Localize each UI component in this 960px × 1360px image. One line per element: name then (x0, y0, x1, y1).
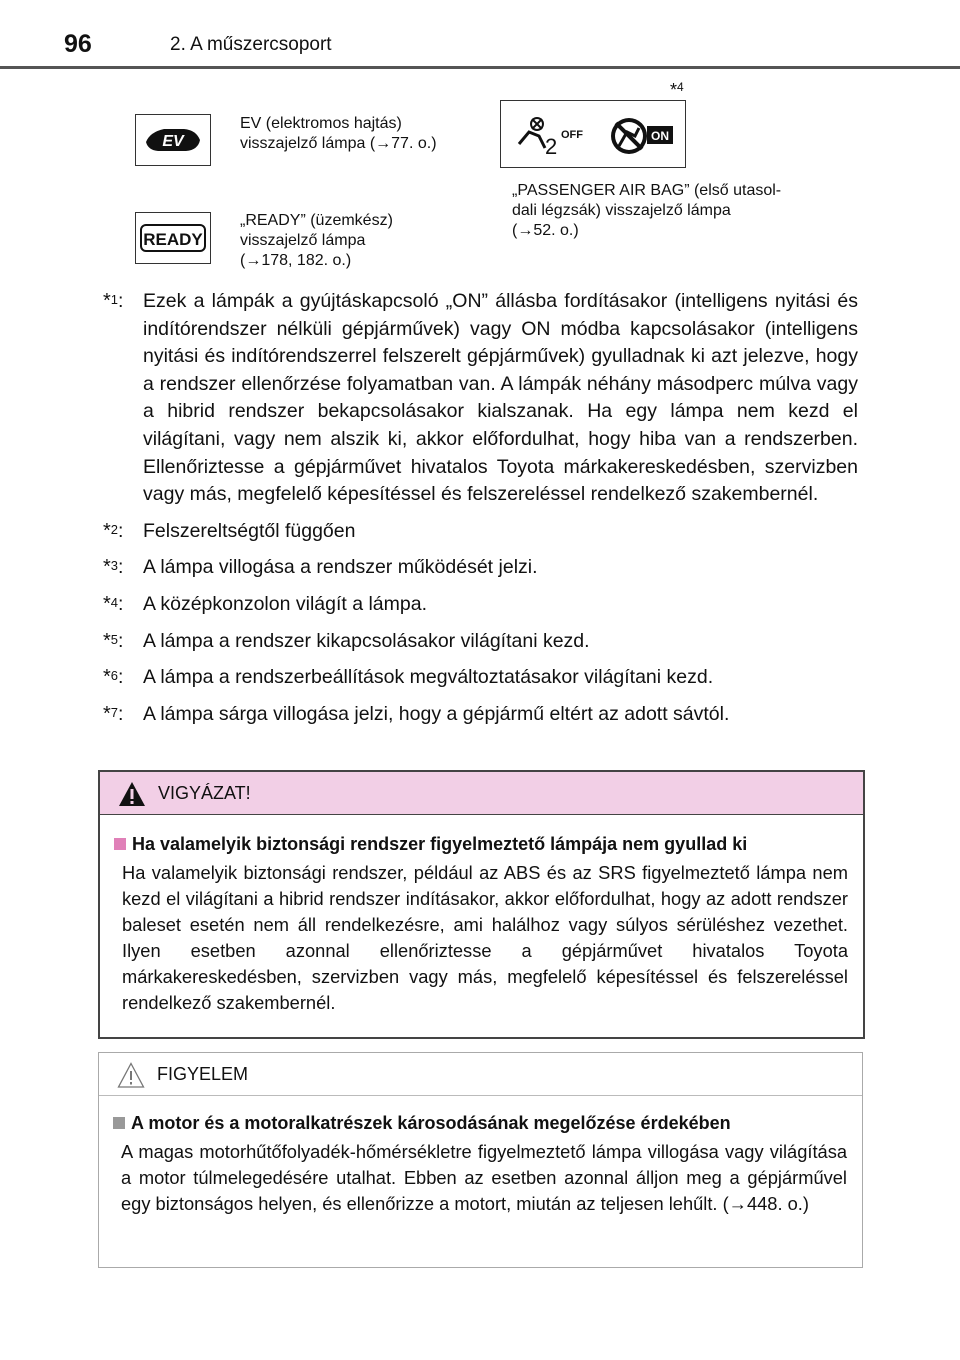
notice-heading: A motor és a motoralkatrészek károsodásának megelőzése érdekében (113, 1113, 731, 1134)
airbag-on-label: ON (651, 129, 669, 143)
ev-indicator-icon (135, 114, 211, 166)
notice-triangle-icon (117, 1062, 145, 1088)
notice-header (99, 1053, 862, 1096)
airbag-off-icon (519, 118, 583, 159)
svg-text:2: 2 (545, 134, 558, 159)
airbag-off-label: OFF (561, 129, 583, 141)
ready-description: „READY” (üzemkész) visszajelző lámpa (→178, 182. o.) (240, 212, 393, 269)
footnote-5: *$^5$: A lámpa a rendszer kikapcsolásakor világítani kezd. (103, 629, 590, 652)
notice-body: A magas motorhűtőfolyadék-hőmérsékletre figyelmeztető lámpa villogása vagy világítása a motor túlmelegedésére utalhat. Ebben az esetben azonnal álljon meg a gépjárművel egy biztonságos helyen, és ellenőrizze a motort, miután az teljesen lehűlt. (→448. o.) (121, 1141, 847, 1214)
ready-icon-label: READY (143, 230, 203, 249)
ev-description: EV (elektromos hajtás) visszajelző lámpa (→77. o.) (240, 115, 437, 152)
header-rule (0, 66, 960, 69)
caution-box (98, 770, 865, 1039)
footnote-2: *$^2$: Felszereltségtől függően (103, 519, 356, 542)
caution-heading: Ha valamelyik biztonsági rendszer figyelmeztető lámpája nem gyullad ki (114, 834, 747, 855)
airbag-description: „PASSENGER AIR BAG” (első utasol- dali légzsák) visszajelző lámpa (→52. o.) (512, 182, 782, 239)
airbag-footnote-marker: *$^4$ (670, 80, 684, 100)
notice-title: FIGYELEM (157, 1064, 249, 1084)
notice-box (98, 1052, 863, 1268)
airbag-on-icon (611, 118, 673, 154)
footnotes (98, 288, 858, 737)
ev-icon-label: EV (162, 133, 184, 150)
footnote-7: *$^7$: A lámpa sárga villogása jelzi, hogy a gépjármű eltért az adott sávtól. (103, 702, 730, 725)
bullet-square-icon (113, 1117, 125, 1129)
page-number: 96 (64, 30, 92, 58)
ready-indicator-icon (135, 212, 211, 264)
caution-header (100, 772, 863, 815)
footnote-6: *$^6$: A lámpa a rendszerbeállítások megváltoztatásakor világítani kezd. (103, 666, 714, 689)
passenger-airbag-indicator-icon (500, 100, 686, 168)
section-title: 2. A műszercsoport (170, 34, 332, 55)
footnote-1: *$^1$: Ezek a lámpák a gyújtáskapcsoló „ON” állásba fordításakor (intelligens nyitási és indítórendszer nélküli gépjárművek) vagy ON módba kapcsolásakor (intelligens nyitási és indítórendszerrel felszerelt gépjárművek) gyulladnak ki azt jelezve, hogy a rendszer ellenőrzése folyamatban van. A lámpák néhány másodperc múlva vagy a hibrid rendszer bekapcsolásakor kialszanak. Ha egy lámpa nem kezd el világítani, vagy nem alszik ki, akkor előfordulhat, hogy hiba van a rendszerben. Ellenőriztesse a gépjárművet hivatalos Toyota márkakereskedésben, szervizben vagy más, megfelelő képesítéssel és felszereléssel rendelkező szakembernél. (103, 290, 858, 506)
footnote-3: *$^3$: A lámpa villogása a rendszer működését jelzi. (103, 556, 538, 579)
caution-title: VIGYÁZAT! (158, 783, 251, 803)
footnote-4: *$^4$: A középkonzolon világít a lámpa. (103, 592, 428, 615)
warning-triangle-icon (118, 781, 146, 807)
caution-body: Ha valamelyik biztonsági rendszer, például az ABS és az SRS figyelmeztető lámpa nem kezd el világítani a hibrid rendszer indításakor, akkor előfordulhat, hogy az adott rendszer baleset esetén nem áll rendelkezésre, ami halálhoz vagy súlyos sérüléshez vezethet. Ilyen esetben azonnal ellenőriztesse a gépjárművet hivatalos Toyota márkakereskedésben, szervizben vagy más, megfelelő képesítéssel és felszereléssel rendelkező szakembernél. (122, 862, 848, 1013)
bullet-square-icon (114, 838, 126, 850)
